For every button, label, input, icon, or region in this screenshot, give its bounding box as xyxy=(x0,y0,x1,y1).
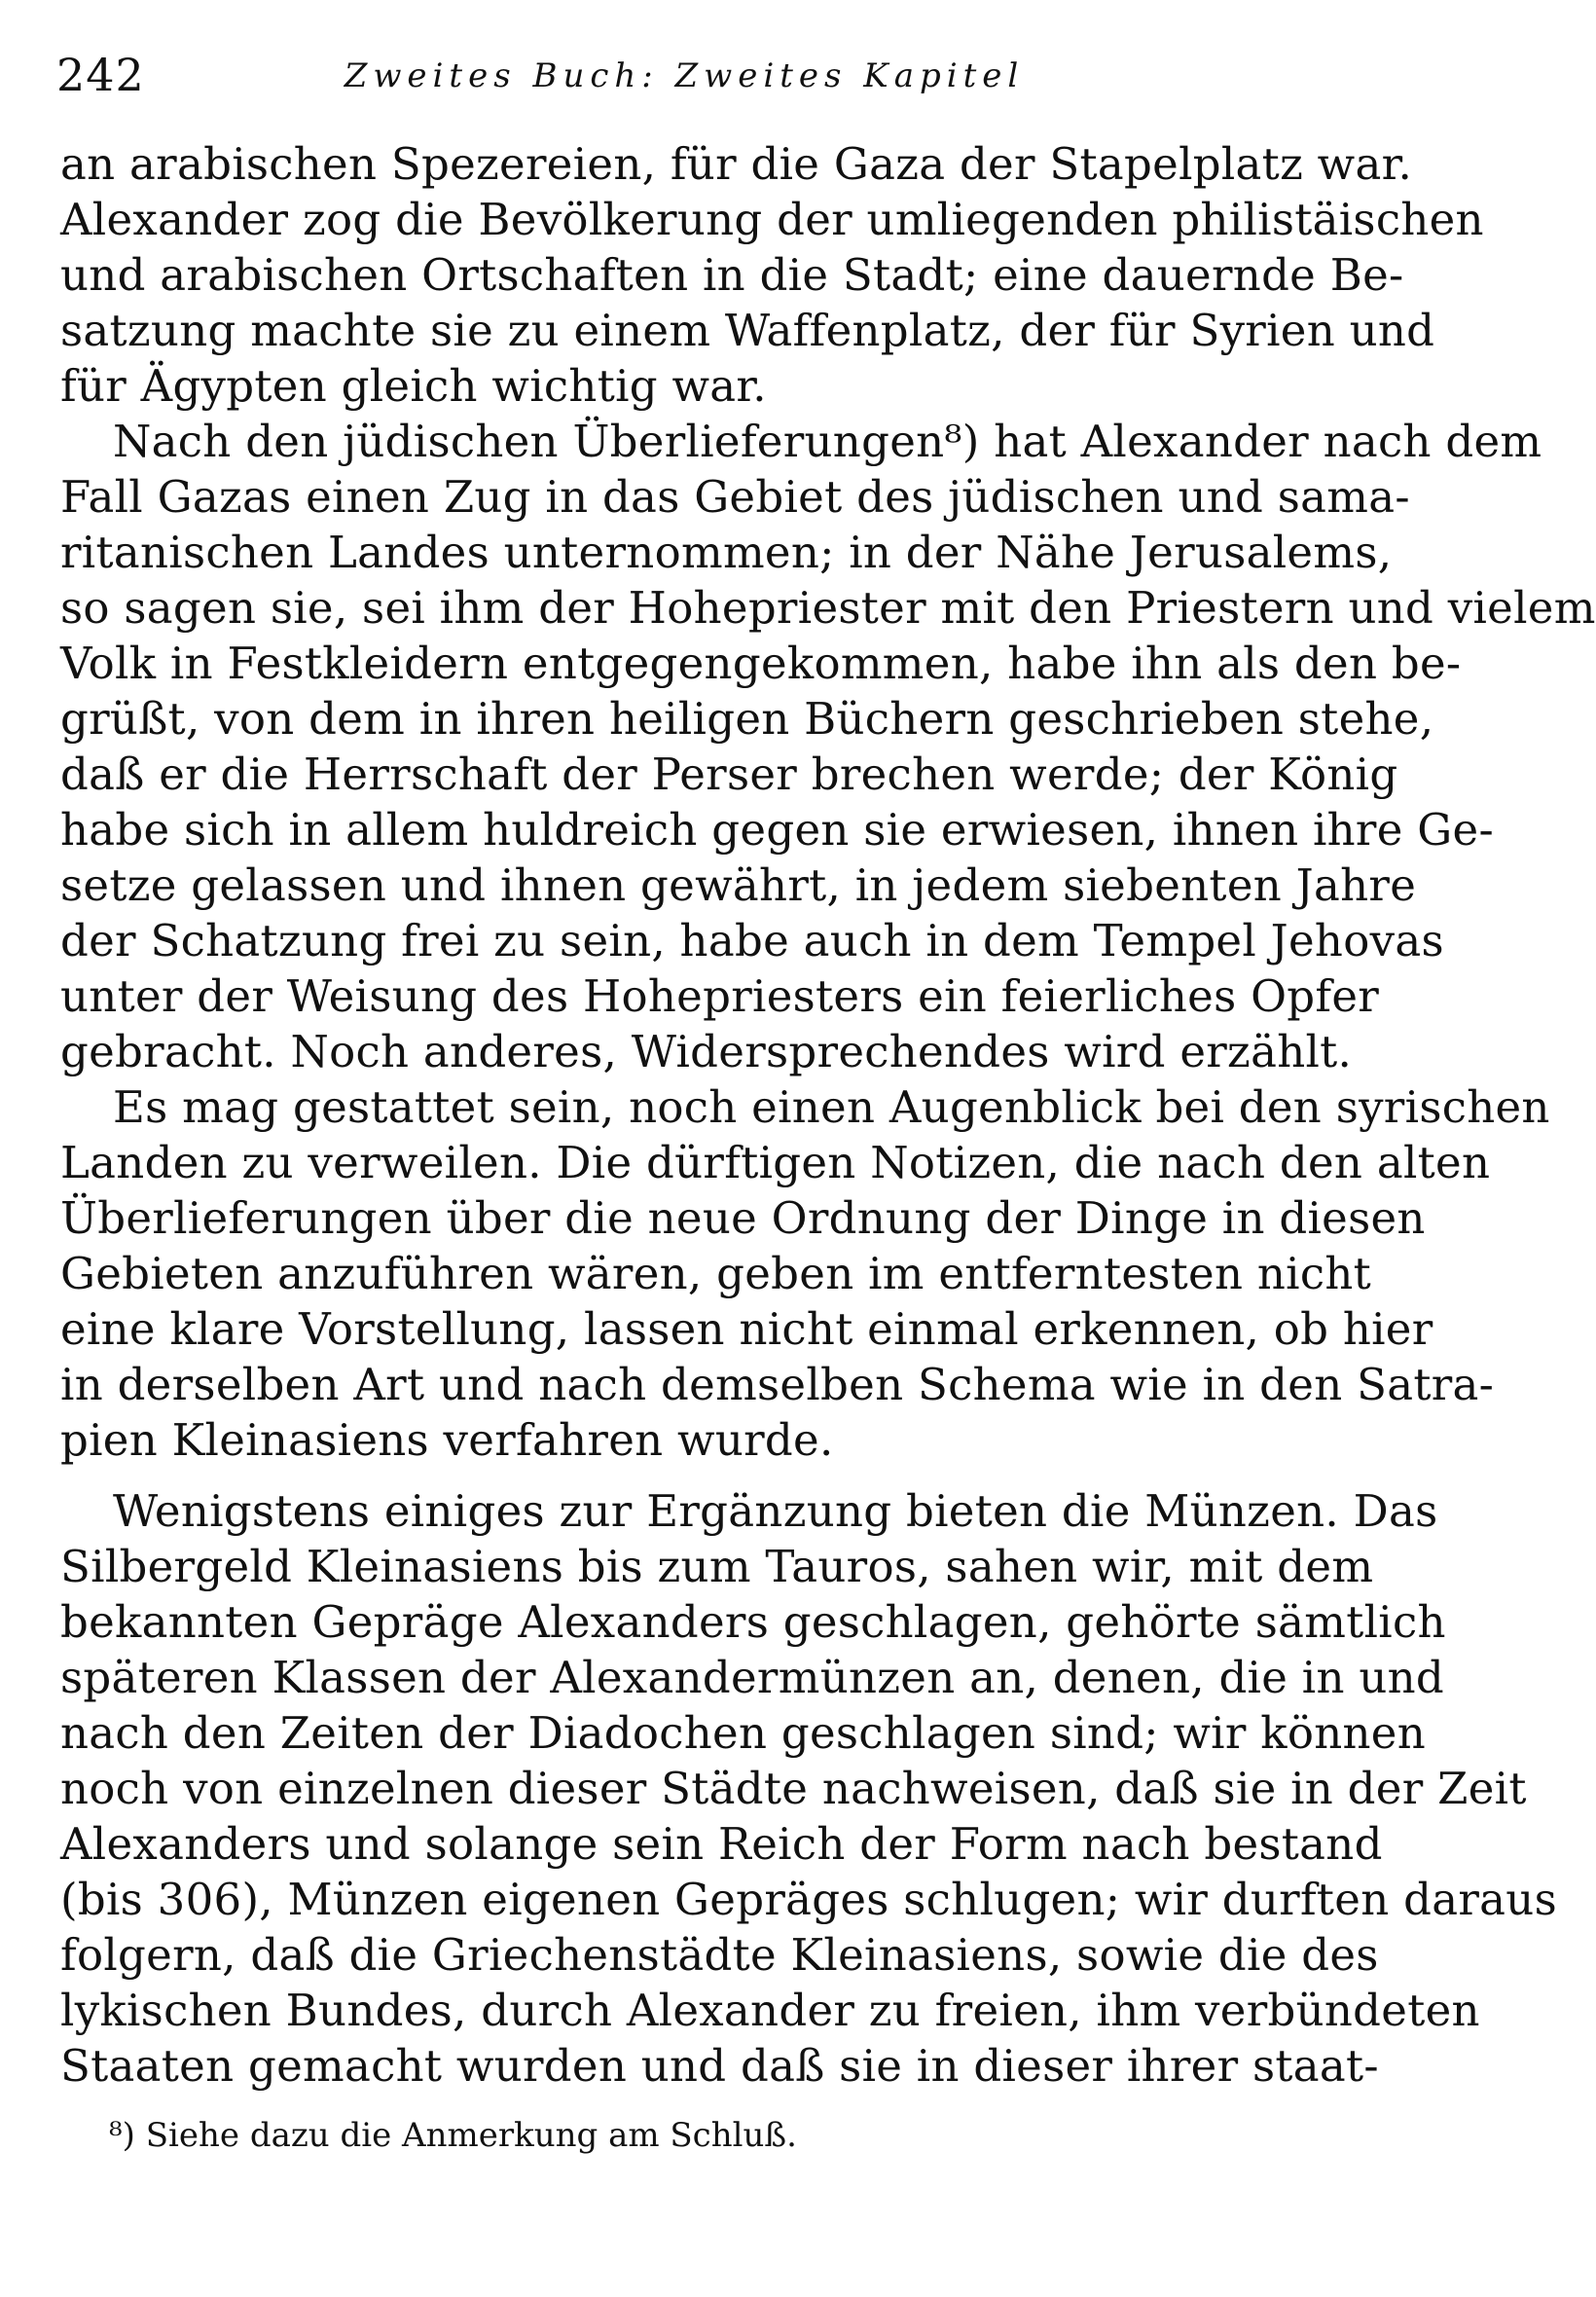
text-line: späteren Klassen der Alexandermünzen an, denen, die in und xyxy=(60,1652,1445,1703)
text-line: habe sich in allem huldreich gegen sie erwiesen, ihnen ihre Ge- xyxy=(60,804,1494,856)
text-line: noch von einzelnen dieser Städte nachweisen, daß sie in der Zeit xyxy=(60,1763,1527,1814)
text-line: pien Kleinasiens verfahren wurde. xyxy=(60,1414,834,1466)
text-line: nach den Zeiten der Diadochen geschlagen sind; wir können xyxy=(60,1707,1427,1759)
paragraph-gap xyxy=(60,1468,1306,1483)
text-line: eine klare Vorstellung, lassen nicht einmal erkennen, ob hier xyxy=(60,1303,1433,1355)
text-line: in derselben Art und nach demselben Schema wie in den Satra- xyxy=(60,1359,1495,1410)
page-number: 242 xyxy=(56,49,145,101)
text-line: ritanischen Landes unternommen; in der Nähe Jerusalems, xyxy=(60,527,1393,578)
text-line: an arabischen Spezereien, für die Gaza der Stapelplatz war. xyxy=(60,138,1413,190)
text-line: der Schatzung frei zu sein, habe auch in dem Tempel Jehovas xyxy=(60,915,1444,966)
text-line: Überlieferungen über die neue Ordnung der Dinge in diesen xyxy=(60,1192,1426,1244)
text-line: grüßt, von dem in ihren heiligen Büchern geschrieben stehe, xyxy=(60,693,1434,745)
text-line: bekannten Gepräge Alexanders geschlagen, gehörte sämtlich xyxy=(60,1596,1446,1648)
text-line: Landen zu verweilen. Die dürftigen Notizen, die nach den alten xyxy=(60,1137,1491,1188)
paragraph-4 xyxy=(60,1483,1557,2094)
page-header xyxy=(56,49,1312,107)
text-line: und arabischen Ortschaften in die Stadt; eine dauernde Be- xyxy=(60,249,1404,301)
text-line: gebracht. Noch anderes, Widersprechendes wird erzählt. xyxy=(60,1026,1353,1077)
text-line: Fall Gazas einen Zug in das Gebiet des jüdischen und sama- xyxy=(60,471,1410,523)
text-line: Silbergeld Kleinasiens bis zum Tauros, sahen wir, mit dem xyxy=(60,1541,1374,1592)
text-line: unter der Weisung des Hohepriesters ein feierliches Opfer xyxy=(60,970,1380,1022)
text-line: Alexander zog die Bevölkerung der umliegenden philistäischen xyxy=(60,194,1484,245)
footnote: ⁸) Siehe dazu die Anmerkung am Schluß. xyxy=(109,2116,797,2155)
text-line: folgern, daß die Griechenstädte Kleinasiens, sowie die des xyxy=(60,1929,1379,1981)
text-line: Staaten gemacht wurden und daß sie in dieser ihrer staat- xyxy=(60,2040,1379,2092)
text-line: Es mag gestattet sein, noch einen Augenblick bei den syrischen xyxy=(113,1081,1550,1133)
text-line: Wenigstens einiges zur Ergänzung bieten die Münzen. Das xyxy=(113,1485,1438,1537)
running-title: Zweites Buch: Zweites Kapitel xyxy=(344,56,1025,95)
text-line: Gebieten anzuführen wären, geben im entferntesten nicht xyxy=(60,1248,1371,1299)
text-line: (bis 306), Münzen eigenen Gepräges schlugen; wir durften daraus xyxy=(60,1874,1557,1925)
text-line: für Ägypten gleich wichtig war. xyxy=(60,360,767,412)
text-line: setze gelassen und ihnen gewährt, in jedem siebenten Jahre xyxy=(60,859,1417,911)
text-line: daß er die Herrschaft der Perser brechen werde; der König xyxy=(60,748,1398,800)
paragraph-2 xyxy=(60,414,1596,1079)
paragraph-3 xyxy=(60,1079,1550,1468)
body-text xyxy=(60,136,1596,2094)
text-line: lykischen Bundes, durch Alexander zu freien, ihm verbündeten xyxy=(60,1985,1480,2036)
text-line: Nach den jüdischen Überlieferungen⁸) hat Alexander nach dem xyxy=(113,416,1542,467)
paragraph-1 xyxy=(60,136,1484,414)
text-line: Volk in Festkleidern entgegengekommen, habe ihn als den be- xyxy=(60,638,1462,689)
text-line: so sagen sie, sei ihm der Hohepriester mit den Priestern und vielem xyxy=(60,582,1596,634)
text-line: Alexanders und solange sein Reich der Form nach bestand xyxy=(60,1818,1383,1870)
text-line: satzung machte sie zu einem Waffenplatz, der für Syrien und xyxy=(60,305,1435,356)
